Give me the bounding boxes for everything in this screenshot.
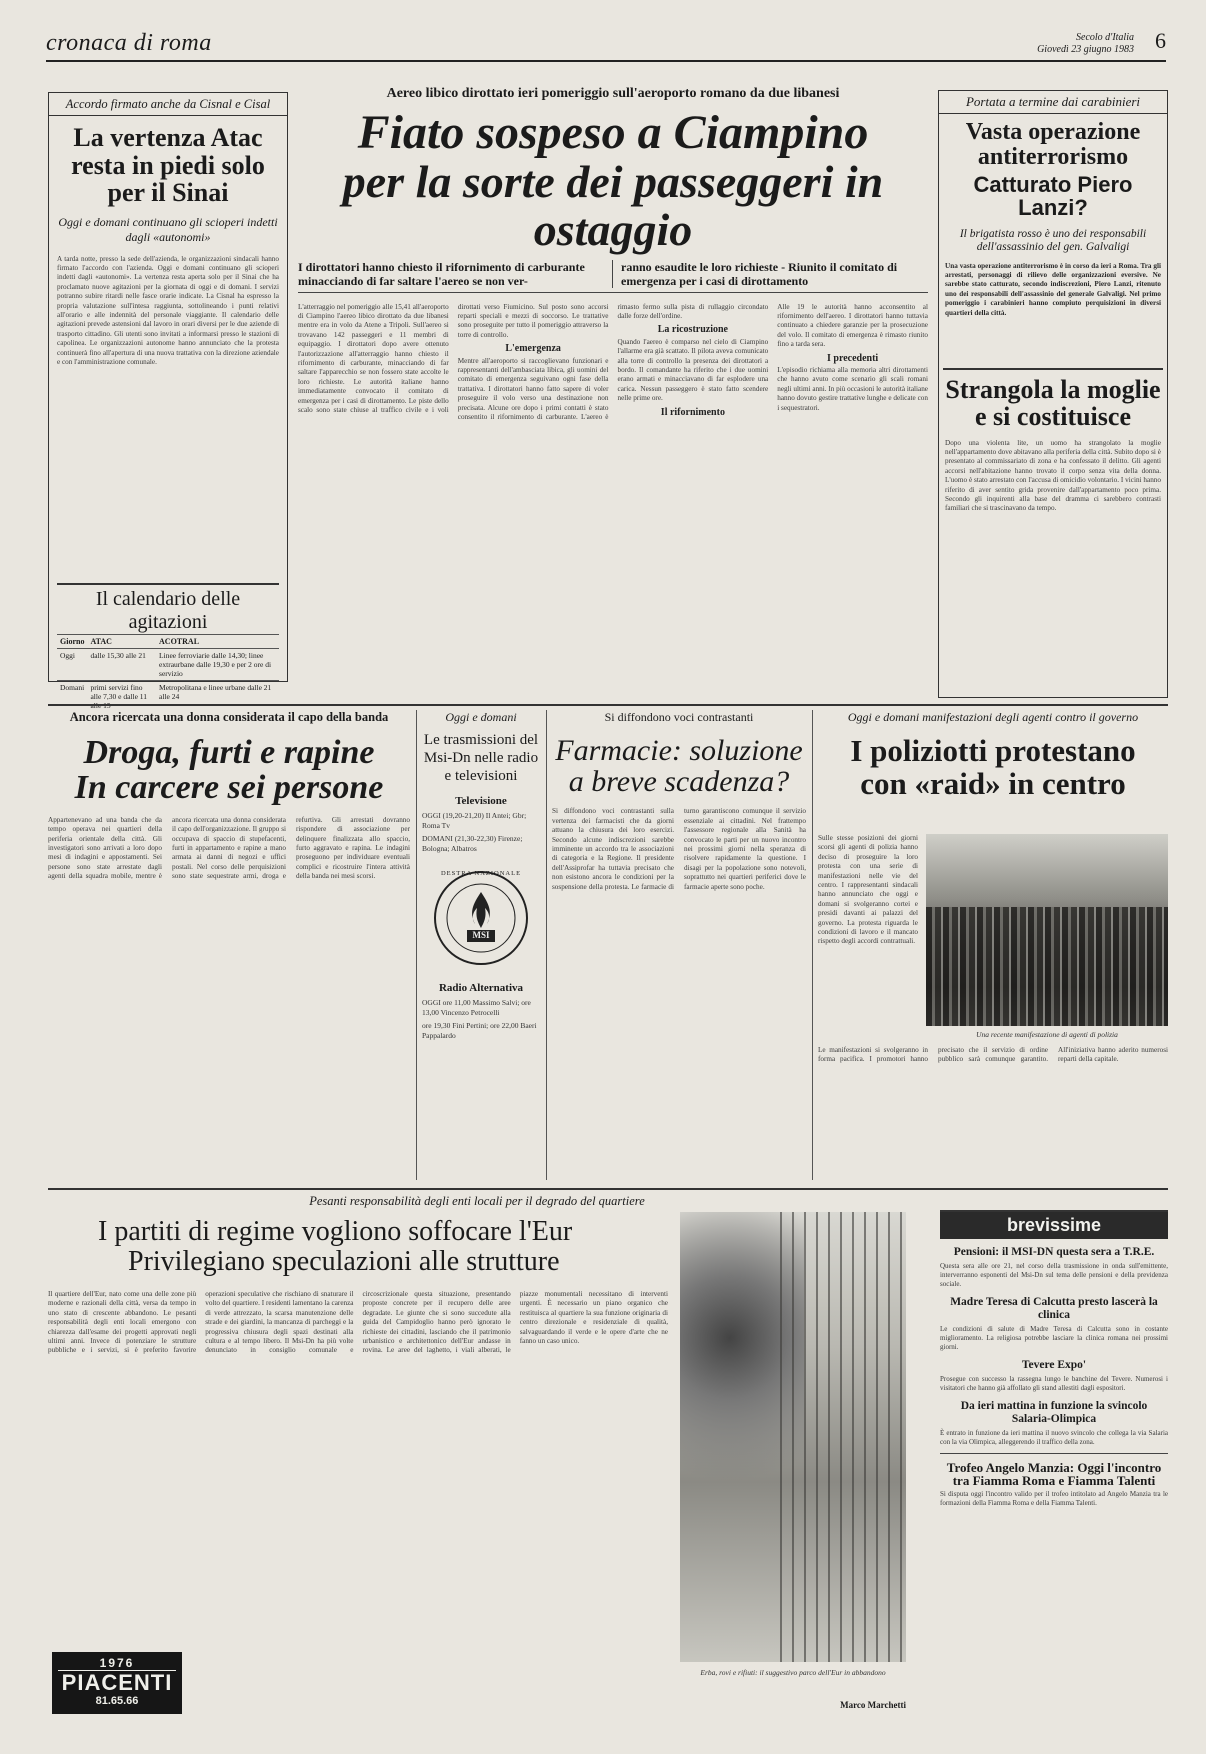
page-number: 6 [1155,28,1166,53]
flame-icon [431,868,531,968]
eur-caption: Erba, rovi e rifiuti: il suggestivo parco dell'Eur in abbandono [700,1668,886,1677]
brief-text: Si disputa oggi l'incontro valido per il trofeo intitolato ad Angelo Manzia tra le formazioni della Fiamma Roma e della Fiamma Talenti. [940,1490,1168,1507]
brief-text: Questa sera alle ore 21, nel corso della trasmissione in onda sull'emittente, interverranno esponenti del Msi-Dn sul tema delle pensioni e della previdenza sociale. [940,1262,1168,1288]
droga-kicker: Ancora ricercata una donna considerata il capo della banda [69,710,389,724]
brief-item [940,1359,1168,1393]
lanzi-deck: Il brigatista rosso è uno dei responsabili dell'assassinio del gen. Galvaligi [959,227,1147,253]
eur-article [48,1194,906,1714]
ciampino-headline-1: Fiato sospeso a Ciampino [357,106,869,159]
polizia-headline-2: con «raid» in centro [860,765,1126,801]
brief-title: Da ieri mattina in funzione la svincolo Salaria-Olimpica [960,1400,1148,1425]
eur-author: Marco Marchetti [840,1700,906,1710]
calendar-table [57,634,279,712]
ciampino-body-1: L'atterraggio nel pomeriggio alle 15,41 all'aeroporto di Ciampino l'aereo libico dirottato da due libanesi mentre era in volo da Atene a Tripoli. Sull'aereo si trovavano 142 passeggeri e 11 membri di equipaggio. I dirottatori dopo avere ottenuto l'autorizzazione all'atterraggio hanno chiesto il rifornimento di carburante, minacciando di far saltare l'apparecchio se non fossero state accolte le loro richieste. Le autorità italiane hanno immediatamente convocato il comitato di emergenza per i casi di dirottamento. Le piste dello scalo sono state chiuse al traffico civile e i voli dirottati verso Fiumicino. Sul posto sono accorsi reparti speciali e mezzi di soccorso. Le trattative sono proseguite per tutto il pomeriggio attraverso la torre di controllo. [298,302,609,415]
calendar-cell: primi servizi fino alle 7,30 e dalle 11 [87,680,156,712]
calendar-title: Il calendario delle agitazioni [57,583,279,634]
farmacie-headline-1: Farmacie: soluzione [555,734,803,767]
ad-name: PIACENTI [61,1670,173,1695]
polizia-caption: Una recente manifestazione di agenti di polizia [976,1030,1118,1039]
ciampino-body-5: L'episodio richiama alla memoria altri dirottamenti che hanno avuto come scenario gli scali romani negli ultimi anni. In più occasioni le autorità italiane hanno dovuto gestire trattative lunghe e delicate con i sequestratori. [777,366,928,412]
eur-headline-2: Privilegiano speculazioni alle strutture [128,1245,560,1277]
middle-rule [48,704,1168,706]
ciampino-sub-rifornimento: Il rifornimento [660,406,725,418]
ciampino-kicker: Aereo libico dirottato ieri pomeriggio sull'aeroporto romano da due libanesi [386,86,840,101]
calendar-cell: Metropolitana e linee urbane dalle 21 alle 24 [156,680,279,712]
radio-item: OGGI ore 11,00 Massimo Salvi; ore 13,00 Vincenzo Petrocelli [422,998,531,1017]
eur-park-photo [680,1212,906,1662]
calendar-cell: dalle 15,30 alle 21 [87,648,156,680]
atac-body: A tarda notte, presso la sede dell'azienda, le organizzazioni sindacali hanno firmato l'accordo con l'azienda. Oggi e domani continuano gli scioperi indetti dagli «autonomi». La vertenza resta aperta solo per il Sinai che ha proclamato nuove agitazioni per la giornata di oggi e di domani. I servizi potranno subire ritardi nelle fasce orarie indicate. La Cisnal ha espresso la propria valutazione sull'intesa raggiunta, sottolineando i punti relativi all'orario e alle indennità del personale viaggiante. Il calendario delle agitazioni prevede astensioni dal lavoro in orari diversi per le due aziende di trasporto cittadino. Gli utenti sono invitati a informarsi presso le stazioni di capolinea. Le organizzazioni autonome hanno annunciato che la protesta continuerà fino all'apertura di una nuova trattativa con la direzione aziendale e con l'amministrazione comunale. [57,254,279,367]
msi-broadcast [422,710,540,1180]
ciampino-body-2: Mentre all'aeroporto si raccoglievano funzionari e rappresentanti dell'ambasciata libica, gli uomini del comitato di emergenza seguivano ogni fase della trattativa. I dirottatori hanno fatto sapere di voler proseguire il volo verso una destinazione non precisata. Alcune ore dopo i primi contatti è stato consentito il rifornimento di carburante. L'aereo è rimasto fermo sulla pista di rullaggio circondato dalle forze dell'ordine. [457,302,769,422]
brief-title: Trofeo Angelo Manzia: Oggi l'incontro tra Fiamma Roma e Fiamma Talenti [946,1460,1162,1488]
logo-ring-text: DESTRA NAZIONALE [440,870,522,877]
box-divider [943,368,1163,370]
ciampino-headline-2: per la sorte dei passeggeri in ostaggio [342,155,884,255]
atac-kicker: Accordo firmato anche da Cisnal e Cisal [49,93,287,116]
lanzi-headline-2: Catturato Piero Lanzi? [973,171,1133,221]
ciampino-body-4: Alle 19 le autorità hanno acconsentito al rifornimento dell'aereo. I dirottatori hanno tuttavia continuato a chiedere garanzie per la prosecuzione del volo. Il comitato di emergenza è rimasto riunito fino a tarda sera. [777,302,928,349]
agitation-calendar [57,583,279,712]
calendar-header-row [57,634,279,648]
ciampino-deck [298,260,928,293]
calendar-col-day: Giorno [57,634,87,648]
tv-label: Televisione [455,795,507,807]
brief-text: Le condizioni di salute di Madre Teresa di Calcutta sono in costante miglioramento. La religiosa potrebbe lasciare la clinica romana nei prossimi giorni. [940,1325,1168,1351]
polizia-body-2: Le manifestazioni si svolgeranno in forma pacifica. I promotori hanno precisato che il servizio di ordine pubblico sarà comunque garantito. All'iniziativa hanno aderito numerosi reparti della capitale. [818,1046,1168,1064]
piacenti-ad [52,1652,182,1714]
ciampino-sub-precedenti: I precedenti [827,352,879,364]
police-protest-photo [926,834,1168,1026]
brief-text: È entrato in funzione da ieri mattina il nuovo svincolo che collega la via Salaria con la via Olimpica, alleggerendo il traffico della zona. [940,1429,1168,1446]
ciampino-sub-emergenza: L'emergenza [505,343,561,355]
droga-headline-2: In carcere sei persone [74,769,384,807]
lanzi-kicker: Portata a termine dai carabinieri [939,91,1167,114]
farmacie-article [552,710,806,1180]
atac-headline: La vertenza Atac resta in piedi solo per il Sinai [71,123,265,208]
issue-date: Giovedì 23 giugno 1983 [1037,44,1134,55]
polizia-article [818,710,1168,1180]
column-rule [546,710,547,1180]
brief-title: Pensioni: il MSI-DN questa sera a T.R.E. [953,1246,1155,1258]
right-column-box [938,90,1168,698]
ciampino-deck-right: ranno esaudite le loro richieste - Riunito il comitato di emergenza per i casi di dirottamento [621,259,898,288]
paper-date-block [1037,32,1134,56]
tv-item: DOMANI (21,30-22,30) Firenze; Bologna; Albatros [422,834,523,853]
calendar-cell: Domani [57,680,87,712]
polizia-headline-1: I poliziotti protestano [850,733,1136,768]
msi-logo [422,866,540,976]
calendar-row [57,680,279,712]
eur-kicker: Pesanti responsabilità degli enti locali per il degrado del quartiere [309,1194,645,1208]
droga-headline-1: Droga, furti e rapine [83,734,375,771]
paper-name: Secolo d'Italia [1076,32,1134,43]
brief-title: Tevere Expo' [1021,1359,1087,1371]
calendar-col-acotral: ACOTRAL [156,634,279,648]
logo-text: MSI [472,930,490,940]
page-header [46,28,1166,62]
calendar-cell: Linee ferroviarie dalle 14,30; linee extraurbane dalle 19,30 e per 2 ore di servizio [156,648,279,680]
farmacie-headline-2: a breve scadenza? [568,765,790,799]
brief-text: Prosegue con successo la rassegna lungo le banchine del Tevere. Numerosi i visitatori che hanno già affollato gli stand allestiti dagli espositori. [940,1375,1168,1392]
ciampino-body-3: Quando l'aereo è comparso nel cielo di Ciampino l'allarme era già scattato. Il pilota aveva comunicato alla torre di controllo la presenza dei dirottatori a bordo. Il comandante ha riferito che i due uomini erano armati e minacciavano di far esplodere una carica. Nessun passeggero è stato fatto scendere nelle prime ore. [617,337,769,403]
ciampino-sub-ricostruzione: La ricostruzione [657,324,728,336]
radio-label: Radio Alternativa [438,982,524,994]
farmacie-kicker: Si diffondono voci contrastanti [604,710,754,724]
lanzi-headline-1: Vasta operazione antiterrorismo [965,119,1141,171]
atac-deck: Oggi e domani continuano gli scioperi indetti dagli «autonomi» [58,214,278,244]
droga-body: Appartenevano ad una banda che da tempo operava nei quartieri della periferia orientale della città. Gli investigatori sono arrivati a loro dopo mesi di indagini e appostamenti. Sei persone sono state arrestate dagli agenti della squadra mobile, mentre è ancora ricercata una donna considerata il capo dell'organizzazione. Il gruppo si occupava di spaccio di stupefacenti, furti in appartamento e rapine a mano armata ai danni di negozi e uffici postali. Nel corso delle perquisizioni sono state sequestrate armi, droga e refurtiva. Gli arrestati dovranno rispondere di associazione per delinquere finalizzata allo spaccio, furto aggravato e rapina. Le indagini proseguono per individuare eventuali complici e ricostruire l'intera attività della banda nei mesi scorsi. [48,815,410,881]
ciampino-article [298,86,928,686]
eur-headline-1: I partiti di regime vogliono soffocare l'Eur [98,1216,573,1247]
polizia-body: Sulle stesse posizioni dei giorni scorsi gli agenti di polizia hanno deciso di proseguire la loro protesta con una serie di manifestazioni nelle vie del centro. I rappresentanti sindacali hanno annunciato che oggi e domani si svolgeranno cortei e presidi davanti ai palazzi del governo. La protesta riguarda le condizioni di lavoro e il mancato rispetto degli accordi contrattuali. [818,834,918,946]
droga-article [48,710,410,1180]
msi-kicker: Oggi e domani [445,710,517,724]
calendar-row [57,648,279,680]
lanzi-body: Una vasta operazione antiterrorismo è in corso da ieri a Roma. Tra gli arrestati, personaggi di rilievo delle organizzazioni eversive. Ne sarebbe stato catturato, secondo indiscrezioni, Piero Lanzi, ritenuto uno dei responsabili dell'assassinio del generale Galvaligi. Nel primo pomeriggio i carabinieri hanno compiuto perquisizioni in diversi quartieri della città. [945,261,1161,317]
strangola-headline: Strangola la moglie e si costituisce [945,374,1161,432]
ciampino-deck-left: I dirottatori hanno chiesto il rifornimento di carburante minacciando di far saltare l'aereo se non ver- [298,260,613,288]
polizia-kicker: Oggi e domani manifestazioni degli agenti contro il governo [847,710,1139,724]
brief-item [940,1400,1168,1447]
ad-top: 1976 [58,1652,176,1671]
radio-item: ore 19,30 Fini Pertini; ore 22,00 Baeri Pappalardo [422,1021,537,1040]
brief-item [940,1246,1168,1289]
calendar-col-atac: ATAC [87,634,156,648]
brevissime-column [940,1210,1168,1710]
msi-title: Le trasmissioni del Msi-Dn nelle radio e televisioni [423,732,539,784]
column-rule [416,710,417,1180]
ciampino-body [298,303,928,703]
brief-title: Madre Teresa di Calcutta presto lascerà la clinica [950,1296,1158,1321]
strangola-body: Dopo una violenta lite, un uomo ha strangolato la moglie nell'appartamento dove abitavano alla periferia della città. Subito dopo si è presentato al commissariato di zona e ha confessato il delitto. Gli agenti accorsi nell'abitazione hanno trovato il corpo senza vita della donna. L'uomo è stato arrestato con l'accusa di omicidio volontario. I vicini hanno riferito di aver sentito grida provenire dall'appartamento poco prima. Secondo gli inquirenti alla base del dramma ci sarebbero contrasti familiari che si trascinavano da tempo. [945,438,1161,513]
farmacie-body: Si diffondono voci contrastanti sulla vertenza dei farmacisti che da giorni attuano la chiusura dei loro esercizi. Secondo alcune indiscrezioni sarebbe imminente un accordo tra le associazioni di categoria e la Regione. Il presidente dell'Assiprofar ha tuttavia precisato che non esistono ancora le condizioni per la sospensione della protesta. Le farmacie di turno garantiscono comunque il servizio essenziale ai cittadini. Nel frattempo l'assessore regionale alla Sanità ha convocato le parti per un nuovo incontro nei prossimi giorni nella speranza di risolvere rapidamente la questione. I disagi per la popolazione sono notevoli, soprattutto nei quartieri periferici dove le farmacie aperte sono poche. [552,807,806,891]
lower-rule [48,1188,1168,1190]
eur-body: Il quartiere dell'Eur, nato come una delle zone più moderne e razionali della città, versa da tempo in uno stato di crescente abbandono. Le pesanti responsabilità degli enti locali emergono con chiarezza dall'esame dei progetti approvati negli ultimi anni. Invece di potenziare le strutture pubbliche e i servizi, si è preferito favorire operazioni speculative che rischiano di snaturare il volto del quartiere. I residenti lamentano la carenza di verde attrezzato, la scarsa manutenzione delle strade e dei giardini, la mancanza di parcheggi e la progressiva chiusura degli spazi destinati alla cultura e al tempo libero. Il Msi-Dn ha più volte denunciato in consiglio comunale e circoscrizionale questa situazione, presentando proposte concrete per il recupero delle aree degradate. Le giunte che si sono succedute alla guida del Campidoglio hanno però ignorato le richieste dei cittadini, lasciando che il patrimonio urbanistico e architettonico dell'Eur andasse in rovina. Le aree del laghetto, i viali alberati, le piazze monumentali necessitano di interventi urgenti. È necessario un piano organico che restituisca al quartiere la sua funzione originaria di centro direzionale e residenziale di qualità, salvaguardando il verde e le opere d'arte che ne fanno un caso unico. [48,1290,668,1355]
section-name: cronaca di roma [46,30,212,56]
brevissime-title: brevissime [940,1212,1168,1239]
brief-item [940,1453,1168,1508]
ad-phone: 81.65.66 [95,1695,139,1707]
calendar-cell: Oggi [57,648,87,680]
atac-article [48,92,288,701]
tv-item: OGGI (19,20-21,20) Il Antei; Gbr; Roma Tv [422,811,527,830]
brief-item [940,1296,1168,1352]
column-rule [812,710,813,1180]
